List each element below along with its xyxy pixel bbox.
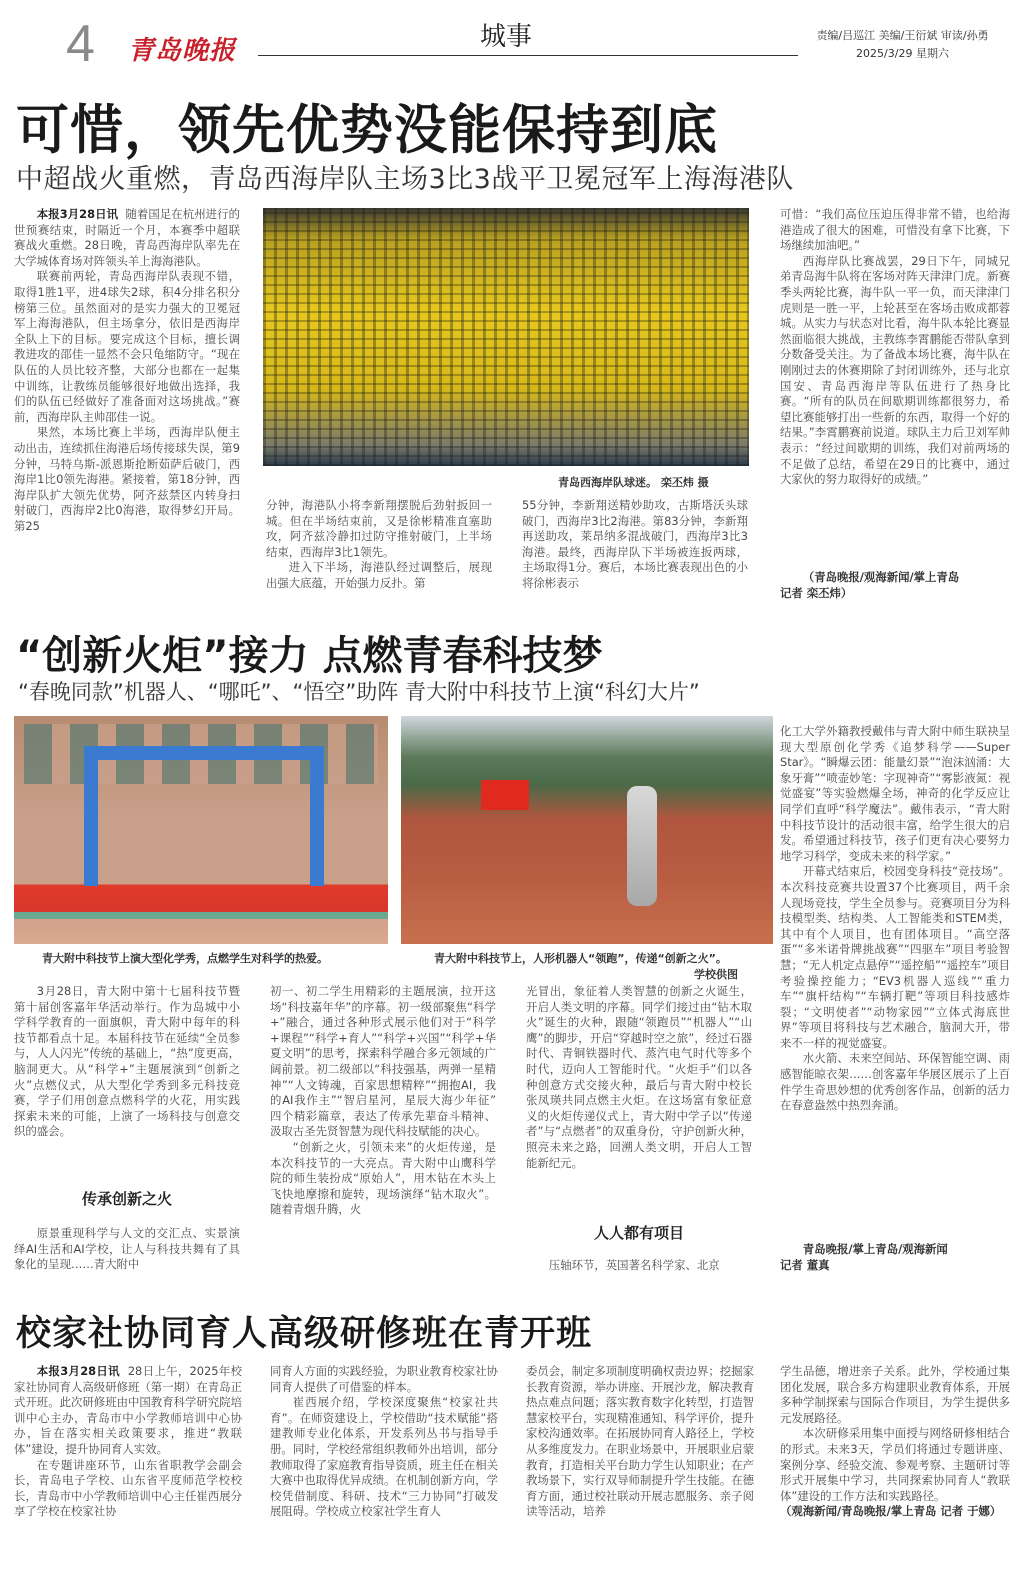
paragraph: 可惜：“我们高位压迫压得非常不错，也给海港造成了很大的困难，可惜没有拿下比赛，下场继续加油吧。” — [780, 207, 1010, 253]
paragraph: 分钟，海港队小将李新翔摆脱后劲射扳回一城。但在半场结束前，又是徐彬精准直塞助攻，阿齐兹冷静扣过防守推射破门，上半场结束，西海岸3比1领先。 — [266, 498, 492, 559]
article3-column-3 — [526, 1364, 754, 1564]
paragraph: 西海岸队比赛战罢，29日下午，同城兄弟青岛海牛队将在客场对阵天津津门虎。新赛季头两轮比赛，海牛队一平一负，而天津津门虎则是一胜一平，上轮甚至在客场击败成都蓉城。从实力与状态对比看，海牛队本轮比赛显然面临很大挑战，主教练李霄鹏能否带队拿到分数备受关注。为了备战本场比赛，海牛队在刚刚过去的休赛期除了封闭训练外，还与北京国安、青岛西海岸等队伍进行了热身比赛。“所有的队员在间歇期训练都很努力，希望比赛能够打出一些新的东西，取得一个好的结果。”李霄鹏赛前说道。球队主力后卫刘军帅表示：“经过间歇期的训练，我们对前两场的不足做了总结，希望在29日的比赛中，通过大家伙的努力取得好的成绩。” — [780, 253, 1010, 487]
paragraph: 进入下半场，海港队经过调整后，展现出强大底蕴，开始强力反扑。第 — [266, 560, 492, 590]
subhead-innovation-fire: 传承创新之火 — [81, 1190, 172, 1208]
humanoid-robot — [627, 786, 657, 906]
paragraph: 开幕式结束后，校园变身科技“竞技场”。本次科技竞赛共设置37个比赛项目，两千余人现场竞技，学生全员参与。竞赛项目分为科技模型类、结构类、人工智能类和STEM类，其中有个人项目，也有团体项目。“高空落蛋”“多米诺骨牌挑战赛”“四驱车”项目考验智慧；“无人机定点悬停”“遥控船”“遥控车”项目考验操控能力；“EV3机器人巡线”“重力车”“旗杆结构”“车辆打靶”等项目科技感炸裂；“文明使者”“动物家园”“立体式海底世界”等项目将科技与艺术融合，脑洞大开，带来不一样的视觉盛宴。 — [780, 864, 1010, 1050]
newspaper-logo: 青岛晚报 — [128, 36, 237, 66]
byline-outlets: （青岛晚报/观海新闻/掌上青岛 — [802, 570, 960, 584]
section-title: 城事 — [480, 22, 533, 52]
article2-column-4 — [780, 724, 1010, 1240]
article2-column-1 — [14, 984, 240, 1170]
paragraph: 果然，本场比赛上半场，西海岸队便主动出击，连续抓住海港后场传接球失误，第9分钟，马特乌斯-派恩斯抢断茹萨后破门，西海岸1比0领先海港。紧接着，第18分钟，西海岸队扩大领先优势，阿齐兹禁区内转身扫射破门，西海岸2比0海港，取得梦幻开局。第25 — [14, 425, 240, 533]
paragraph: 学生品德，增进亲子关系。此外，学校通过集团化发展，联合多方构建职业教育体系，开展多种学制探索与国际合作项目，为学生提供多元发展路径。 — [780, 1364, 1010, 1425]
paragraph: 联赛前两轮，青岛西海岸队表现不错，取得1胜1平，进4球失2球，积4分排名积分榜第三位。虽然面对的是实力强大的卫冕冠军上海海港队，但主场拿分，依旧是西海岸全队上下的目标。要完成这个目标，擅长调教进攻的邵佳一显然不会只龟缩防守。“现在队伍的人员比较齐整，大部分也都在一起集中训练，让教练员能够很好地做出选择，我们的队伍已经做好了准备面对这场挑战。”赛前，西海岸队主帅邵佳一说。 — [14, 269, 240, 424]
article3-byline: （观海新闻/青岛晚报/掌上青岛 记者 于娜） — [780, 1504, 1002, 1519]
paragraph: 压轴环节，英国著名科学家、北京 — [548, 1258, 720, 1272]
article1-subheadline: 中超战火重燃，青岛西海岸队主场3比3战平卫冕冠军上海海港队 — [16, 164, 794, 195]
paragraph: 水火箭、未来空间站、环保智能空调、雨感智能晾衣架……创客嘉年华展区展示了上百件学生奇思妙想的优秀创客作品，创新的活力在春意盎然中热烈奔涌。 — [780, 1051, 1010, 1113]
paragraph: 化工大学外籍教授戴伟与青大附中师生联袂呈现大型原创化学秀《追梦科学——Super Star》。“瞬爆云团：能量幻景”“泡沫汹涌：大象牙膏”“喷壶妙笔：字现神奇”“雾影液氮：视觉盛宴”等实验燃爆全场，神奇的化学反应让同学们直呼“科学魔法”。戴伟表示，“青大附中科技节设计的活动很丰富，给学生很大的启发。希望通过科技节，孩子们更有决心要努力地学习科学，变成未来的科学家。” — [780, 724, 1010, 863]
article3-column-1 — [14, 1364, 242, 1564]
paragraph: 委员会，制定多项制度明确权责边界；挖掘家长教育资源，举办讲座、开展沙龙，解决教育热点难点问题；落实教育数字化转型，打造智慧家校平台，实现精准通知、科学评价，提升家校沟通效率。在拓展协同育人路径上，学校从多维度发力。在职业场景中，开展职业启蒙教育，打造相关平台助力学生认知职业；在产教场景下，实行双导师制提升学生技能。在德育方面，通过校社联动开展志愿服务、亲子阅读等活动，培养 — [526, 1364, 754, 1519]
header-divider — [258, 55, 798, 56]
article1-column-2 — [266, 498, 492, 602]
article1-column-4 — [780, 207, 1010, 572]
page-number: 4 — [66, 15, 95, 73]
article2-byline — [780, 1242, 1010, 1276]
paragraph: 随着国足在杭州进行的世预赛结束，时隔近一个月，本赛季中超联赛战火重燃。28日晚，青岛西海岸队率先在大学城体育场对阵领头羊上海海港队。 — [14, 207, 240, 268]
chemistry-photo-caption: 青大附中科技节上演大型化学秀，点燃学生对科学的热爱。 — [42, 952, 328, 965]
paragraph: 崔西展介绍，学校深度聚焦“校家社共育”。在师资建设上，学校借助“技术赋能”搭建教师专业化体系，开发系列丛书与指导手册。同时，学校经常组织教师外出培训，部分教师取得了家庭教育指导资质，班主任在相关大赛中也取得优异成绩。在机制创新方向，学校凭借制度、科研、技术“三力协同”打破发展阻碍。学校成立校家社学生育人 — [270, 1395, 498, 1519]
robot-photo-caption: 青大附中科技节上，人形机器人“领跑”，传递“创新之火”。 — [434, 952, 727, 965]
byline-outlets: 青岛晚报/掌上青岛/观海新闻 — [802, 1242, 948, 1256]
stage-arch-banner — [84, 746, 324, 886]
article1-column-3 — [522, 498, 748, 602]
subhead-everyone-project: 人人都有项目 — [593, 1224, 684, 1242]
article2-column-2 — [270, 984, 496, 1278]
photo-credit: 学校供图 — [694, 968, 738, 981]
editor-names: 责编/吕巡江 美编/王衍斌 审读/孙勇 — [816, 29, 989, 42]
paragraph: 3月28日，青大附中第十七届科技节暨第十届创客嘉年华活动举行。作为岛城中小学科学教育的一面旗帜，青大附中每年的科技节都看点十足。本届科技节在延续“全员参与，人人闪光”传统的基础上，“热”度更高，脑洞更大。从“科学+”主题展演到“创新之火”点燃仪式，从大型化学秀到多元科技竞赛，学子们用创意点燃科学的火花，用实践探索未来的可能，上演了一场科技与创意交织的盛会。 — [14, 984, 240, 1139]
paragraph: 本次研修采用集中面授与网络研修相结合的形式。未来3天，学员们将通过专题讲座、案例分享、经验交流、参观考察、主题研讨等形式开展集中学习，共同探索协同育人“教联体”建设的工作方法和实践路径。 — [780, 1426, 1010, 1503]
flag — [481, 780, 529, 810]
paragraph: 光冒出，象征着人类智慧的创新之火诞生，开启人类文明的序幕。同学们接过由“钻木取火”诞生的火种，跟随“领跑员”“机器人”“山鹰”的脚步，开启“穿越时空之旅”，经过石器时代、青铜铁器时代、蒸汽电气时代等多个时代，迈向人工智能时代。“火炬手”们以各种创意方式交接火种，最后与青大附中校长张凤瑛共同点燃主火炬。在这场富有象征意义的火炬传递仪式上，青大附中学子以“传递者”与“点燃者”的双重身份，守护创新火种，照亮未来之路，回溯人类文明，开启人工智能新纪元。 — [526, 984, 752, 1170]
article2-column-3 — [526, 984, 752, 1202]
article3-column-4 — [780, 1364, 1010, 1564]
byline-reporter: 记者 董真 — [780, 1257, 830, 1272]
article2-subheadline: “春晚同款”机器人、“哪吒”、“悟空”助阵 青大附中科技节上演“科幻大片” — [18, 680, 700, 704]
article2-column-1b — [14, 1226, 240, 1278]
paragraph: 原景重现科学与人文的交汇点、实景演绎AI生活和AI学校，让人与科技共舞有了具象化的呈现……青大附中 — [14, 1226, 240, 1272]
article3-column-2 — [270, 1364, 498, 1564]
fans-photo-caption: 青岛西海岸队球迷。 栾丕炜 摄 — [558, 476, 709, 489]
paragraph: 在专题讲座环节，山东省职教学会副会长，青岛电子学校、山东省平度师范学校校长，青岛市中小学教师培训中心主任崔西展分享了学校在校家社协 — [14, 1457, 242, 1519]
fans-photo — [263, 208, 749, 466]
editor-credits — [795, 27, 1010, 63]
article1-headline: 可惜，领先优势没能保持到底 — [16, 100, 718, 161]
article3-dateline: 本报3月28日讯 — [36, 1364, 120, 1378]
article2-column-3b — [526, 1258, 752, 1276]
paragraph: 同育人方面的实践经验，为职业教育校家社协同育人提供了可借鉴的样本。 — [270, 1364, 498, 1394]
paragraph: “创新之火，引领未来”的火炬传递，是本次科技节的一大亮点。青大附中山鹰科学院的师生装扮成“原始人”，用木钻在木头上飞快地摩擦和旋转，现场演绎“钻木取火”。随着青烟升腾，火 — [270, 1139, 496, 1217]
robot-relay-photo — [401, 716, 773, 944]
paragraph: 初一、初二学生用精彩的主题展演，拉开这场“科技嘉年华”的序幕。初一级部聚焦“科学+”融合，通过各种形式展示他们对于“科学+课程”“科学+育人”“科学+兴国”“科学+华夏文明”的思考，探索科学融合多元领域的广阔前景。初二级部以“科技强基，两弹一星精神”“人文铸魂，百家思想精粹”“拥抱AI，我的AI我作主”“智启星河，星辰大海少年征” 四个精彩篇章，表达了传承先辈奋斗精神、汲取古圣先贤智慧为现代科技赋能的决心。 — [270, 984, 496, 1139]
paragraph: 55分钟，李新翔送精妙助攻，古斯塔沃头球破门，西海岸3比2海港。第83分钟，李新翔再送助攻，莱昂纳多混战破门，西海岸3比3海港。最终，西海岸队下半场被连扳两球，主场取得1分。赛后，本场比赛表现出色的小将徐彬表示 — [522, 498, 748, 590]
article1-column-1 — [14, 207, 240, 599]
issue-date: 2025/3/29 星期六 — [856, 47, 949, 60]
article2-headline: “创新火炬”接力 点燃青春科技梦 — [16, 633, 603, 679]
chemistry-show-photo — [14, 716, 388, 944]
byline-reporter: 记者 栾丕炜） — [780, 585, 853, 600]
article1-byline — [780, 570, 1010, 604]
paragraph: 28日上午，2025年校家社协同育人高级研修班（第一期）在青岛正式开班。此次研修班由中国教育科学研究院培训中心主办，青岛市中小学教师培训中心协办，旨在落实相关政策要求，推进“教联体”建设，提升协同育人实效。 — [14, 1364, 242, 1456]
article1-dateline: 本报3月28日讯 — [36, 207, 119, 221]
article3-headline: 校家社协同育人高级研修班在青开班 — [16, 1314, 593, 1354]
